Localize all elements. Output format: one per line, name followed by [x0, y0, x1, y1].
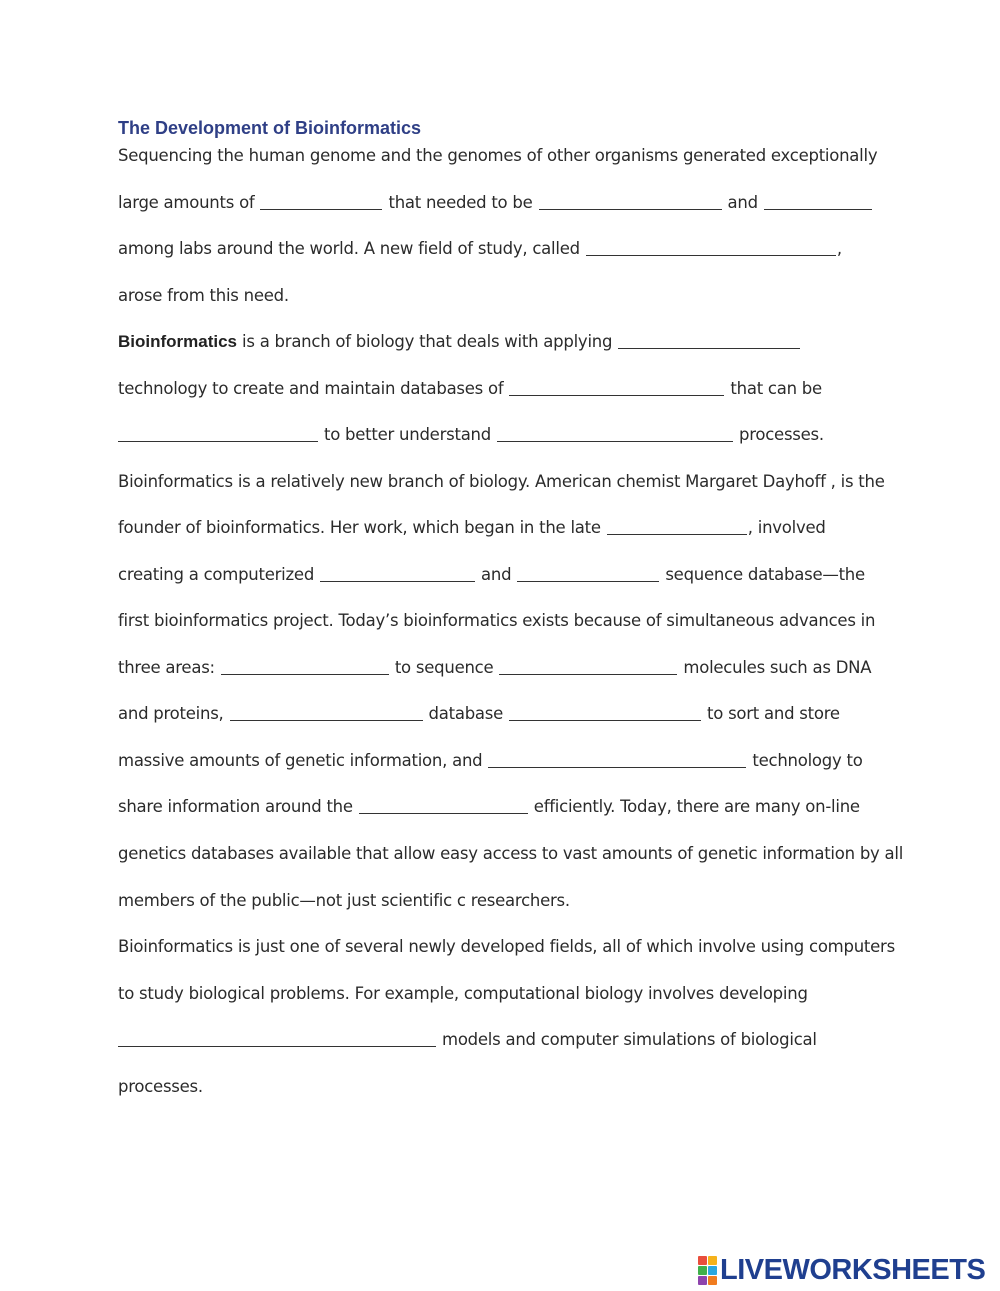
text-segment: processes. — [118, 1077, 203, 1096]
logo-square — [708, 1276, 717, 1285]
text-segment: to better understand — [319, 425, 496, 444]
logo-text: LIVEWORKSHEETS — [720, 1254, 986, 1286]
text-segment: and — [476, 565, 517, 584]
text-line-18 — [118, 936, 895, 958]
text-segment: molecules such as DNA — [678, 658, 872, 677]
text-segment: Bioinformatics is just one of several newly developed fields, all of which involve using computers — [118, 937, 895, 956]
answer-blank-14[interactable] — [230, 704, 423, 721]
text-segment: first bioinformatics project. Today’s bioinformatics exists because of simultaneous advances in — [118, 611, 876, 630]
answer-blank-1[interactable] — [260, 193, 382, 210]
text-segment: that can be — [725, 379, 822, 398]
text-line-6 — [118, 378, 822, 400]
text-line-3 — [118, 238, 842, 260]
text-segment: share information around the — [118, 797, 358, 816]
text-segment: large amounts of — [118, 193, 260, 212]
text-line-15 — [118, 796, 860, 818]
text-segment: founder of bioinformatics. Her work, which began in the late — [118, 518, 606, 537]
text-segment: sequence database—the — [660, 565, 865, 584]
text-segment: to study biological problems. For example, computational biology involves developing — [118, 984, 808, 1003]
answer-blank-12[interactable] — [221, 658, 389, 675]
answer-blank-18[interactable] — [118, 1030, 436, 1047]
text-segment: technology to — [747, 751, 863, 770]
text-line-1 — [118, 145, 877, 167]
text-segment: processes. — [733, 425, 824, 444]
text-segment: three areas: — [118, 658, 220, 677]
text-segment: genetics databases available that allow easy access to vast amounts of genetic information by all — [118, 844, 904, 863]
text-segment: creating a computerized — [118, 565, 320, 584]
text-line-7 — [118, 424, 824, 446]
text-segment: members of the public—not just scientific c researchers. — [118, 891, 570, 910]
liveworksheets-logo — [698, 1256, 985, 1284]
answer-blank-4[interactable] — [586, 239, 836, 256]
text-line-11 — [118, 610, 875, 632]
text-line-9 — [118, 517, 826, 539]
text-segment: among labs around the world. A new field of study, called — [118, 239, 585, 258]
text-line-17 — [118, 890, 570, 912]
text-line-2 — [118, 192, 873, 214]
text-line-8 — [118, 471, 885, 493]
answer-blank-5[interactable] — [618, 332, 800, 349]
text-line-20 — [118, 1029, 817, 1051]
text-segment: and — [727, 193, 763, 212]
text-line-10 — [118, 564, 865, 586]
text-segment: , involved — [747, 518, 826, 537]
answer-blank-17[interactable] — [359, 797, 528, 814]
text-segment: that needed to be — [388, 193, 538, 212]
text-segment: to sequence — [389, 658, 499, 677]
text-segment: arose from this need. — [118, 286, 289, 305]
answer-blank-10[interactable] — [320, 565, 475, 582]
page-title: The Development of Bioinformatics — [118, 118, 422, 138]
text-segment: and proteins, — [118, 704, 229, 723]
text-line-5 — [118, 331, 801, 353]
text-line-13 — [118, 703, 840, 725]
answer-blank-6[interactable] — [509, 379, 724, 396]
answer-blank-2[interactable] — [539, 193, 722, 210]
text-line-21 — [118, 1076, 203, 1098]
answer-blank-16[interactable] — [488, 751, 746, 768]
answer-blank-9[interactable] — [607, 518, 747, 535]
text-segment: to sort and store — [702, 704, 840, 723]
text-segment: , — [836, 239, 842, 258]
answer-blank-8[interactable] — [497, 425, 733, 442]
logo-square — [708, 1266, 717, 1275]
answer-blank-13[interactable] — [499, 658, 677, 675]
answer-blank-3[interactable] — [764, 193, 872, 210]
answer-blank-7[interactable] — [118, 425, 318, 442]
text-segment: Sequencing the human genome and the genomes of other organisms generated exceptionally — [118, 146, 878, 165]
text-segment: is a branch of biology that deals with applying — [237, 332, 618, 351]
text-segment: massive amounts of genetic information, and — [118, 751, 488, 770]
text-line-14 — [118, 750, 863, 772]
logo-square — [698, 1256, 707, 1265]
text-segment: Bioinformatics is a relatively new branch of biology. American chemist Margaret Dayhoff , is the — [118, 472, 885, 491]
text-segment: efficiently. Today, there are many on-line — [528, 797, 860, 816]
text-line-19 — [118, 983, 808, 1005]
logo-squares-icon — [698, 1256, 717, 1285]
logo-square — [708, 1256, 717, 1265]
text-line-16 — [118, 843, 903, 865]
text-line-4 — [118, 285, 289, 307]
text-segment: database — [423, 704, 509, 723]
answer-blank-11[interactable] — [517, 565, 659, 582]
bold-term: Bioinformatics — [118, 332, 238, 351]
logo-square — [698, 1266, 707, 1275]
text-line-12 — [118, 657, 871, 679]
text-segment: models and computer simulations of biological — [437, 1030, 817, 1049]
logo-square — [698, 1276, 707, 1285]
text-segment: technology to create and maintain databases of — [118, 379, 509, 398]
answer-blank-15[interactable] — [509, 704, 701, 721]
